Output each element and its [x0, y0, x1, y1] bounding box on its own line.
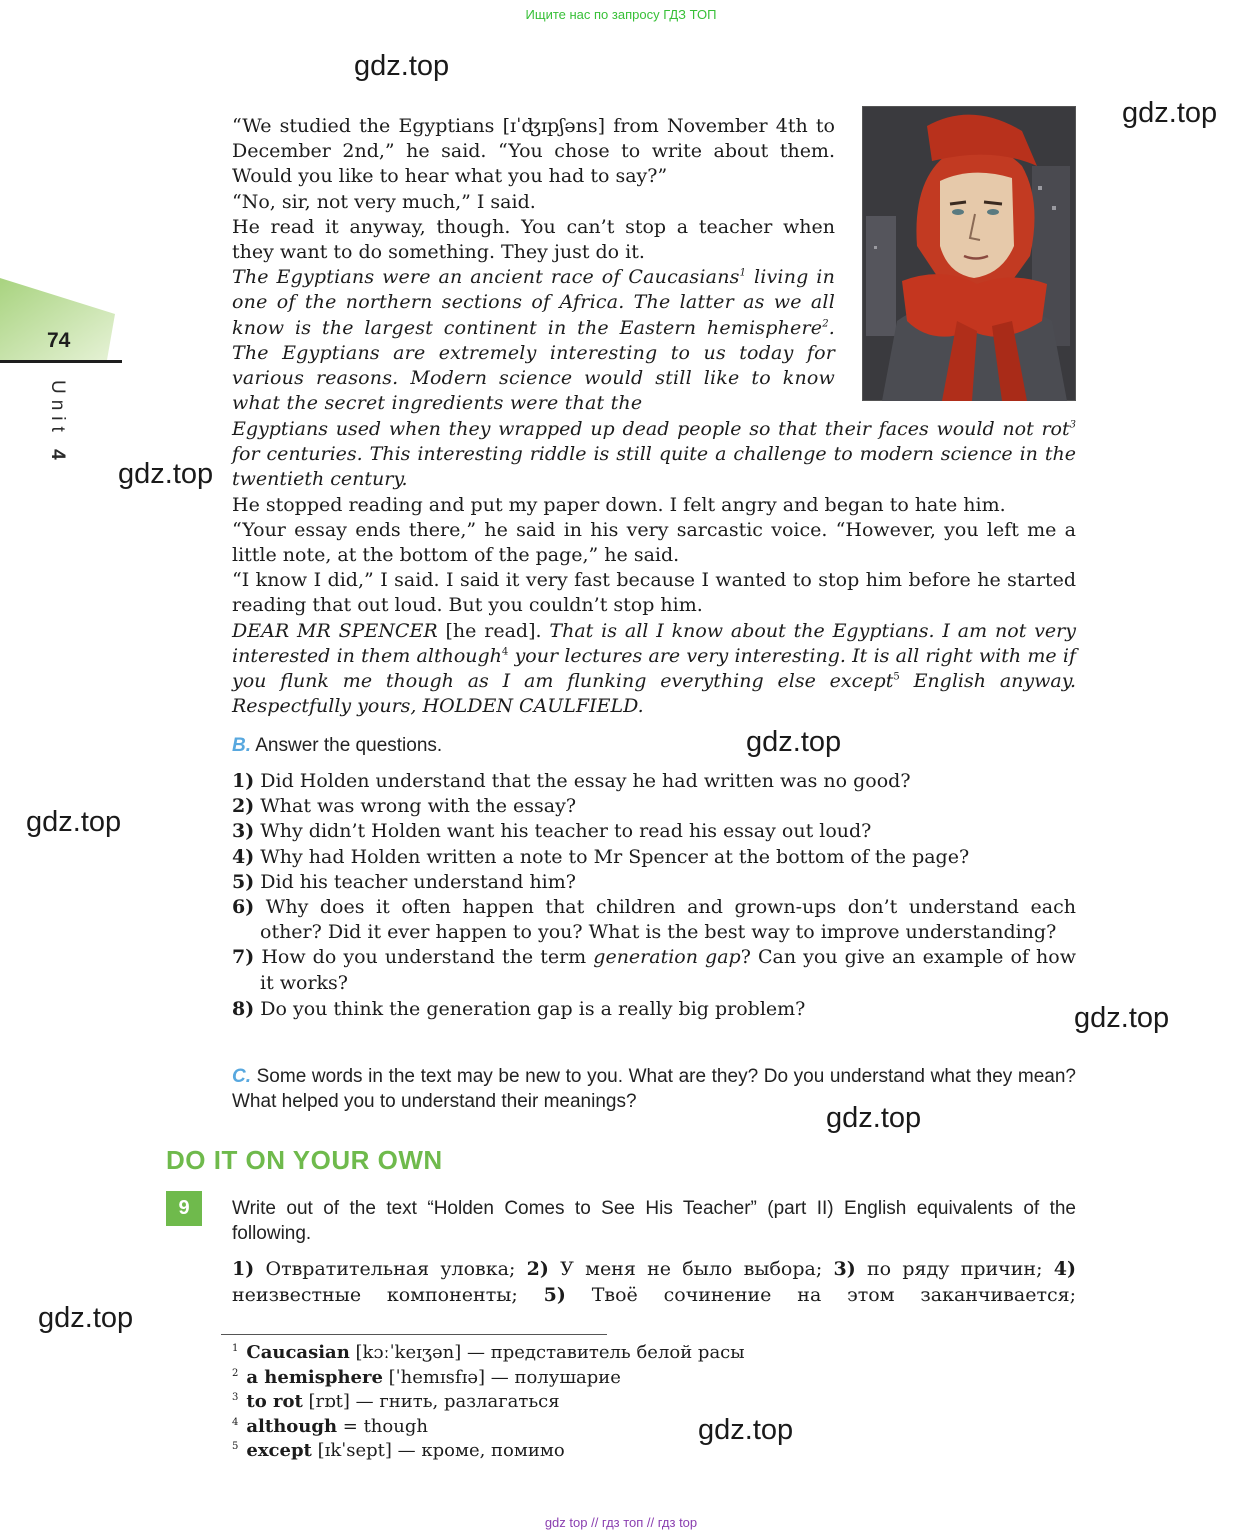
holden-illustration [862, 106, 1076, 401]
story-paragraph: “No, sir, not very much,” I said. [232, 190, 536, 213]
question-item: 6) Why does it often happen that children and grown-ups don’t understand each other? Did it ever happen to you? What is the best way to improve understanding? [232, 896, 1076, 944]
task-letter: B. [232, 735, 251, 756]
question-item: 2) What was wrong with the essay? [232, 795, 577, 818]
watermark: gdz.top [38, 1302, 134, 1334]
watermark: gdz.top [698, 1414, 794, 1446]
watermark: gdz.top [354, 50, 450, 82]
story-text-main [232, 417, 1076, 719]
question-item: 1) Did Holden understand that the essay he had written was no good? [232, 770, 911, 792]
question-item: 7) How do you understand the term generation gap? Can you give an example of how it works? [232, 946, 1076, 994]
story-paragraph: “We studied the Egyptians [ɪˈʤɪpʃəns] from November 4th to December 2nd,” he said. “You chose to write about them. Would you like to hear what you had to say?” [232, 115, 835, 188]
watermark: gdz.top [746, 726, 842, 758]
watermark: gdz.top [1122, 97, 1218, 129]
watermark: gdz.top [826, 1102, 922, 1134]
story-paragraph: He read it anyway, though. You can’t stop a teacher when they want to do something. They just do it. [232, 215, 835, 264]
watermark: gdz.top [26, 806, 122, 838]
essay-text-narrow: The Egyptians were an ancient race of Caucasians$^1$ living in one of the northern sections of Africa. The latter as we all know is the largest continent in the Eastern hemisphere$^2$. The Egyptians are extremely interesting to us today for various reasons. Modern science would still like to know what the secret ingredients were that the [232, 266, 836, 415]
story-paragraph: He stopped reading and put my paper down. I felt angry and began to hate him. [232, 493, 1006, 516]
unit-tab-divider [0, 360, 122, 363]
unit-tab-background [0, 278, 125, 368]
story-text-top [232, 114, 835, 416]
essay-text-wide: Egyptians used when they wrapped up dead people so that their faces would not rot$^3$ for centuries. This interesting riddle is still quite a challenge to modern science in the twentieth century. [232, 418, 1076, 491]
section-title: DO IT ON YOUR OWN [166, 1145, 443, 1175]
footnote-item: $^3$ to rot [rɒt] — гнить, разлагаться [232, 1391, 560, 1412]
footnotes [232, 1341, 745, 1464]
russian-phrases: 1) Отвратительная уловка; 2) У меня не было выбора; 3) по ряду причин; 4) неизвестные компоненты; 5) Твоё сочинение на этом заканчивается; [232, 1258, 1076, 1306]
exercise-instruction: Write out of the text “Holden Comes to See His Teacher” (part II) English equivalents of the following. [232, 1198, 1076, 1244]
holden-note: DEAR MR SPENCER [he read]. That is all I know about the Egyptians. I am not very interested in them although$^4$ your lectures are very interesting. It is all right with me if you flunk me though as I am flunking everything else except$^5$ English anyway. Respectfully yours, HOLDEN CAULFIELD. [232, 619, 1076, 718]
watermark: gdz.top [1074, 1002, 1170, 1034]
question-item: 8) Do you think the generation gap is a really big problem? [232, 997, 806, 1020]
page-number: 74 [47, 329, 71, 352]
watermark: gdz.top [118, 458, 214, 490]
footnote-item: $^5$ except [ɪkˈsept] — кроме, помимо [232, 1440, 565, 1461]
task-b-heading: B. Answer the questions. [232, 735, 443, 756]
exercise-number-badge: 9 [166, 1191, 202, 1226]
story-paragraph: “I know I did,” I said. I said it very fast because I wanted to stop him before he started reading that out loud. But you couldn’t stop him. [232, 569, 1076, 617]
question-item: 5) Did his teacher understand him? [232, 870, 576, 893]
bottom-links[interactable]: gdz top // гдз топ // гдз top [544, 1515, 698, 1530]
task-letter: C. [232, 1066, 251, 1087]
footnote-item: $^4$ although = though [232, 1415, 428, 1437]
top-banner: Ищите нас по запросу ГДЗ ТОП [525, 7, 717, 22]
story-paragraph: “Your essay ends there,” he said in his very sarcastic voice. “However, you left me a little note, at the bottom of the page,” he said. [232, 518, 1076, 567]
footnote-item: $^1$ Caucasian [kɔːˈkeɪʒən] — представитель белой расы [232, 1342, 745, 1363]
question-item: 3) Why didn’t Holden want his teacher to read his essay out loud? [232, 820, 872, 843]
unit-label: Unit 4 [47, 380, 68, 466]
footnote-divider [221, 1334, 607, 1335]
question-item: 4) Why had Holden written a note to Mr Spencer at the bottom of the page? [232, 845, 970, 868]
footnote-item: $^2$ a hemisphere [ˈhemɪsfɪə] — полушарие [232, 1366, 621, 1388]
question-list [232, 769, 1076, 1022]
task-c-heading: C. Some words in the text may be new to you. What are they? Do you understand what they mean? What helped you to understand their meanings? [232, 1066, 1076, 1112]
